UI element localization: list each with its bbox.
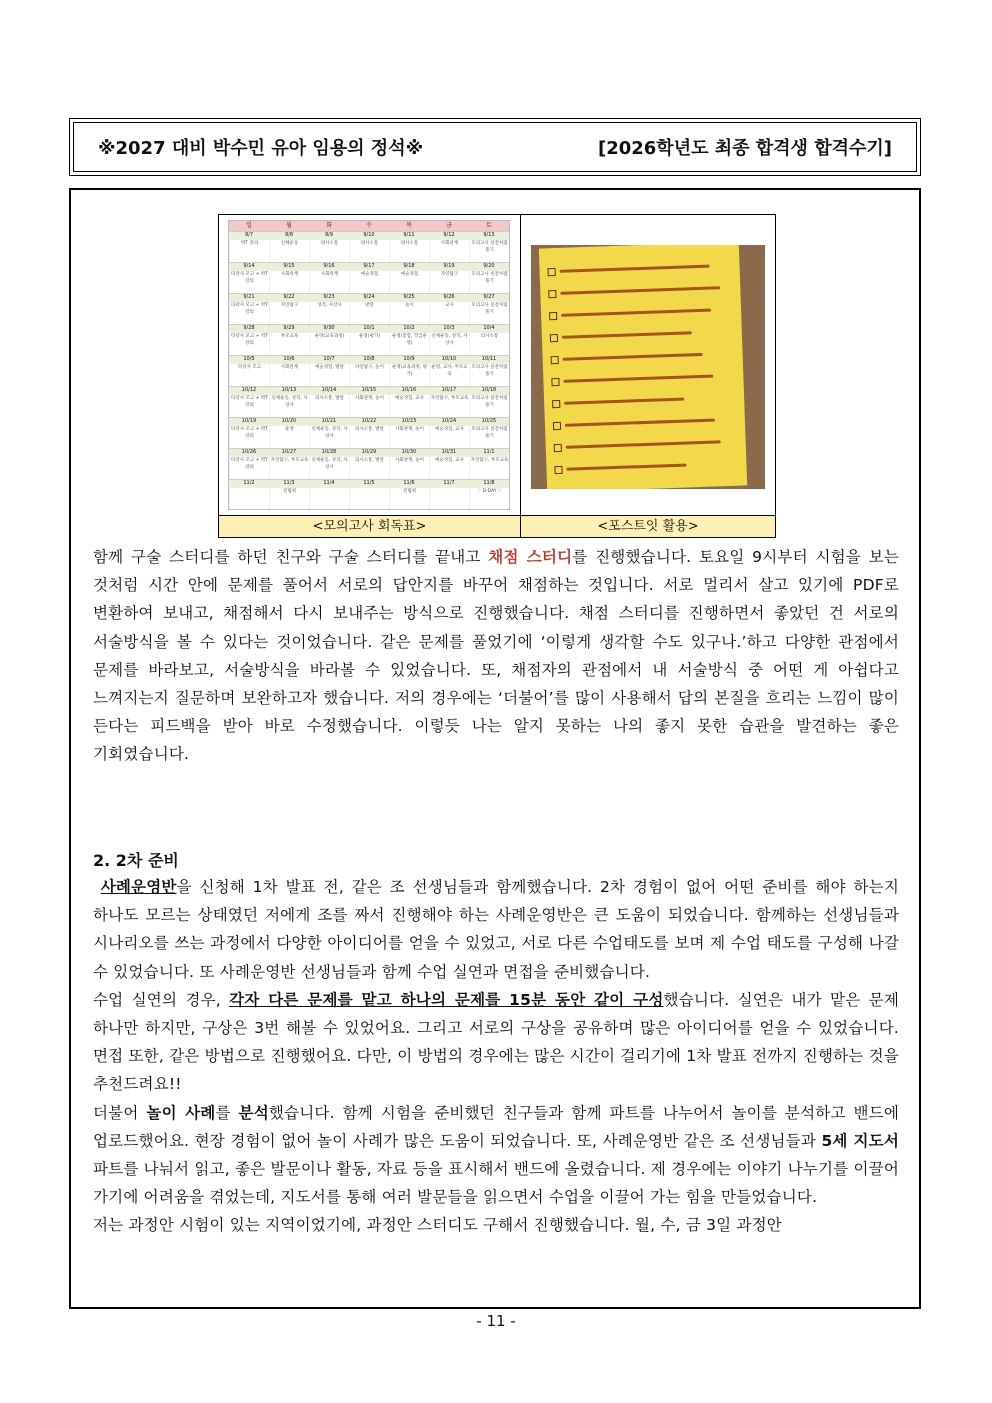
paragraph-case-class [93, 873, 899, 986]
calendar-entry: 사회관계 [269, 363, 309, 386]
calendar-date: 10/7 [309, 355, 349, 363]
calendar-entry: 신체운동, 성격, 사상사 [309, 425, 349, 448]
calendar-date: 10/3 [429, 324, 469, 332]
p2-highlight: 사례운영반 [100, 878, 177, 896]
calendar-date: 9/29 [269, 324, 309, 332]
calendar-date: 9/19 [429, 262, 469, 270]
calendar-entry: 사회관계 [269, 270, 309, 293]
calendar-date: 10/10 [429, 355, 469, 363]
calendar-date: 9/11 [389, 231, 429, 239]
calendar-entry [349, 487, 389, 510]
calendar-date: 9/30 [309, 324, 349, 332]
paragraph-demo [93, 986, 899, 1099]
postit-figure [521, 215, 775, 515]
calendar-entry: 의사소통 [349, 239, 389, 262]
calendar-date: 9/9 [309, 231, 349, 239]
calendar-date: 9/27 [469, 293, 509, 301]
calendar-entry: 사회관계, 놀이 [389, 425, 429, 448]
checkbox-scribble-icon [554, 444, 562, 452]
calendar-entry: 예술경험, 발달 [309, 363, 349, 386]
calendar-entry: 타강사 모고 + 박T 강의 [229, 270, 269, 293]
calendar-date: 11/2 [229, 479, 269, 487]
checkbox-scribble-icon [547, 268, 555, 276]
calendar-date: 9/15 [269, 262, 309, 270]
calendar-entry: 타강사 모고 + 박T 강의 [229, 332, 269, 355]
calendar-entry: 예술경험, 교사 [429, 456, 469, 479]
calendar-entry [309, 487, 349, 510]
calendar-date: 11/7 [429, 479, 469, 487]
handwriting-scribble [564, 398, 684, 405]
p3-text-a: 수업 실연의 경우, [93, 990, 230, 1009]
calendar-entry: 의사소통, 발달 [349, 456, 389, 479]
checkbox-scribble-icon [554, 466, 562, 474]
calendar-date: 10/11 [469, 355, 509, 363]
calendar-entry: 자연탐구, 부모교육 [429, 394, 469, 417]
calendar-date: 9/22 [269, 293, 309, 301]
calendar-date: 9/20 [469, 262, 509, 270]
calendar-date: 10/22 [349, 417, 389, 425]
calendar-date: 10/4 [469, 324, 509, 332]
calendar-entry: 예술경험 [349, 270, 389, 293]
calendar-entry: 의사소통 [469, 332, 509, 355]
calendar-entry: 타강사 모고 + 박T 강의 [229, 456, 269, 479]
calendar-date: 10/12 [229, 386, 269, 394]
calendar-date: 10/8 [349, 355, 389, 363]
calendar-date: 9/23 [309, 293, 349, 301]
calendar-entry: 운영(교육과정, 평가) [389, 363, 429, 386]
calendar-entry: ♡ D-DAY ♡ [469, 487, 509, 510]
calendar-date: 9/25 [389, 293, 429, 301]
figure-table [218, 214, 776, 538]
calendar-entry: 부모교육 [269, 332, 309, 355]
calendar-entry [429, 487, 469, 510]
calendar-date: 11/6 [389, 479, 429, 487]
calendar-entry: 신체운동 [269, 239, 309, 262]
calendar-date: 9/28 [229, 324, 269, 332]
calendar-entry: 교사 [429, 301, 469, 324]
calendar-date: 10/13 [269, 386, 309, 394]
calendar-entry: 사회관계, 놀이 [389, 456, 429, 479]
header-title-right: [2026학년도 최종 합격생 합격수기] [597, 138, 892, 159]
calendar-entry: 운영(교육과정) [309, 332, 349, 355]
calendar-entry: 자연탐구, 부모교육 [269, 456, 309, 479]
calendar-entry: 신체운동, 성격, 사상사 [429, 332, 469, 355]
calendar-entry: 자연탐구, 부모교육 [469, 456, 509, 479]
checkbox-scribble-icon [552, 400, 560, 408]
calendar-entry: 성격, 사상사 [309, 301, 349, 324]
calendar-entry: 신체운동, 성격, 사상사 [309, 456, 349, 479]
calendar-entry: 모의고사 실전처럼 풀기 [469, 425, 509, 448]
calendar-date: 10/9 [389, 355, 429, 363]
p4-text-a: 더불어 [93, 1103, 147, 1122]
p4-highlight-1: 놀이 사례 [146, 1103, 216, 1122]
calendar-date: 10/17 [429, 386, 469, 394]
paragraph-lesson-plan [93, 1211, 899, 1239]
calendar-entry: 의사소통, 발달 [309, 394, 349, 417]
calendar-date: 10/24 [429, 417, 469, 425]
p2-text: 을 신청해 1차 발표 전, 같은 조 선생님들과 함께했습니다. 2차 경험이 없어 어떤 준비를 해야 하는지 하나도 모르는 상태였던 저에게 조를 짜서 진행해야 하는 사례운영반은 큰 도움이 되었습니다. 함께하는 선생님들과 시나리오를 쓰는 과정에서 다양한 아이디어를 얻을 수 있었고, 서로 다른 수업태도를 보며 제 수업 태도를 구성해 나갈 수 있었습니다. 또 사례운영반 선생님들과 함께 수업 실연과 면접을 준비했습니다. [93, 878, 899, 981]
handwriting-scribble [560, 286, 720, 295]
calendar-entry: 타강사 모고 + 박T 강의 [229, 394, 269, 417]
calendar-date: 10/2 [389, 324, 429, 332]
calendar-entry: 놀이 [389, 301, 429, 324]
calendar-image [228, 220, 510, 510]
postit-caption: <포스트잇 활용> [521, 515, 775, 537]
calendar-entry: 자연탐구, 놀이 [349, 363, 389, 386]
calendar-date: 9/16 [309, 262, 349, 270]
calendar-date: 11/3 [269, 479, 309, 487]
calendar-entry: 박T 강의 [229, 239, 269, 262]
paragraph-scoring-study [93, 543, 899, 769]
p1-text-a: 함께 구술 스터디를 하던 친구와 구술 스터디를 끝내고 [93, 548, 489, 566]
calendar-date: 9/7 [229, 231, 269, 239]
calendar-date: 10/15 [349, 386, 389, 394]
calendar-date: 10/6 [269, 355, 309, 363]
handwriting-scribble [565, 419, 715, 427]
calendar-entry: 신체운동, 성격, 사상사 [269, 394, 309, 417]
calendar-date: 10/5 [229, 355, 269, 363]
section-body [93, 873, 899, 1240]
calendar-entry: 모의고사 실전처럼 풀기 [469, 363, 509, 386]
calendar-date: 10/26 [229, 448, 269, 456]
calendar-date: 9/8 [269, 231, 309, 239]
calendar-date: 10/30 [389, 448, 429, 456]
calendar-date: 9/14 [229, 262, 269, 270]
p1-highlight: 채점 스터디 [488, 548, 573, 566]
handwriting-scribble [566, 440, 721, 448]
calendar-grid [229, 221, 509, 510]
calendar-date: 11/8 [469, 479, 509, 487]
calendar-entry: 예술경험, 교사 [429, 425, 469, 448]
calendar-date: 10/1 [349, 324, 389, 332]
calendar-entry [229, 487, 269, 510]
calendar-day-header: 수 [349, 221, 389, 231]
calendar-date: 11/1 [469, 448, 509, 456]
calendar-entry: 모의고사 실전처럼 풀기 [469, 270, 509, 293]
calendar-date: 11/4 [309, 479, 349, 487]
calendar-entry: 타강사 모고 + 박T 강의 [229, 301, 269, 324]
p5-text: 저는 과정안 시험이 있는 지역이었기에, 과정안 스터디도 구해서 진행했습니다. 월, 수, 금 3일 과정안 [93, 1216, 782, 1235]
handwriting-scribble [560, 265, 710, 273]
checkbox-scribble-icon [549, 312, 557, 320]
p3-highlight: 각자 다른 문제를 맡고 하나의 문제를 15분 동안 같이 구성 [229, 990, 664, 1009]
calendar-entry: 사회관계, 놀이 [349, 394, 389, 417]
calendar-figure [219, 215, 521, 515]
calendar-date: 10/16 [389, 386, 429, 394]
handwriting-scribble [563, 353, 703, 361]
calendar-entry: 의사소통 [389, 239, 429, 262]
paragraph-play-analysis [93, 1099, 899, 1212]
header-title-left: ※2027 대비 박수민 유아 임용의 정석※ [98, 138, 424, 159]
calendar-day-header: 일 [229, 221, 269, 231]
calendar-entry: 발달 [349, 301, 389, 324]
checkbox-scribble-icon [551, 378, 559, 386]
calendar-day-header: 월 [269, 221, 309, 231]
calendar-entry: 전범위 [269, 487, 309, 510]
p4-text-mid: 를 [215, 1103, 239, 1122]
handwriting-scribble [561, 309, 711, 317]
calendar-entry: 의사소통 [309, 239, 349, 262]
checkbox-scribble-icon [553, 422, 561, 430]
calendar-date: 10/28 [309, 448, 349, 456]
calendar-day-header: 화 [309, 221, 349, 231]
calendar-entry: 의사소통, 발달 [349, 425, 389, 448]
calendar-date: 10/31 [429, 448, 469, 456]
calendar-date: 10/19 [229, 417, 269, 425]
calendar-entry: 예술경험, 교사 [389, 394, 429, 417]
calendar-entry: 사회관계 [429, 239, 469, 262]
calendar-date: 10/29 [349, 448, 389, 456]
calendar-entry: 타강사 모고 [229, 363, 269, 386]
p4-highlight-2: 분석 [238, 1103, 269, 1122]
calendar-date: 10/25 [469, 417, 509, 425]
calendar-date: 9/18 [389, 262, 429, 270]
calendar-day-header: 금 [429, 221, 469, 231]
calendar-date: 9/24 [349, 293, 389, 301]
calendar-date: 11/5 [349, 479, 389, 487]
header-inner [73, 122, 917, 172]
handwriting-scribble [563, 375, 713, 383]
p4-text-c: 파트를 나눠서 읽고, 좋은 발문이나 활동, 자료 등을 표시해서 밴드에 올렸습니다. 제 경우에는 이야기 나누기를 이끌어 가기에 어려움을 겪었는데, 지도서를 통해 여러 발문들을 읽으면서 수업을 이끌어 가는 힘을 만들었습니다. [93, 1160, 899, 1207]
calendar-entry: 모의고사 실전처럼 풀기 [469, 394, 509, 417]
calendar-entry: 운영 [269, 425, 309, 448]
calendar-entry: 전범위 [389, 487, 429, 510]
checkbox-scribble-icon [551, 356, 559, 364]
calendar-date: 10/27 [269, 448, 309, 456]
postit-image [531, 245, 765, 489]
calendar-entry: 사회관계 [309, 270, 349, 293]
calendar-date: 9/13 [469, 231, 509, 239]
p1-text-b: 를 진행했습니다. 토요일 9시부터 시험을 보는 것처럼 시간 안에 문제를 풀어서 서로의 답안지를 바꾸어 채점하는 것입니다. 서로 멀리서 살고 있기에 PDF로 변환하여 보내고, 채점해서 다시 보내주는 방식으로 진행했습니다. 채점 스터디를 진행하면서 좋았던 건 서로의 서술방식을 볼 수 있다는 것이었습니다. 같은 문제를 풀었기에 ‘이렇게 생각할 수도 있구나.’하고 다양한 관점에서 문제를 바라보고, 서술방식을 바라볼 수 있었습니다. 또, 채점자의 관점에서 내 서술방식 중 어떤 게 아쉽다고 느껴지는지 질문하며 보완하고자 했습니다. 저의 경우에는 ‘더불어’를 많이 사용해서 답의 본질을 흐리는 느낌이 많이 든다는 피드백을 받아 바로 수정했습니다. 이렇듯 나는 알지 못하는 나의 좋지 못한 습관을 발견하는 좋은 기회였습니다. [93, 548, 899, 764]
calendar-entry: 자연탐구 [429, 270, 469, 293]
calendar-entry: 자연탐구 [269, 301, 309, 324]
calendar-entry: 모의고사 실전처럼 풀기 [469, 301, 509, 324]
calendar-entry: 타강사 모고 + 박T 강의 [229, 425, 269, 448]
calendar-date: 9/21 [229, 293, 269, 301]
p4-highlight-3: 5세 지도서 [821, 1131, 899, 1150]
calendar-date: 10/23 [389, 417, 429, 425]
calendar-caption: <모의고사 회독표> [219, 515, 521, 537]
calendar-entry: 운영, 교사, 부모교육 [429, 363, 469, 386]
calendar-entry: 예술경험 [389, 270, 429, 293]
calendar-entry: 운영(평가) [349, 332, 389, 355]
document-header [69, 118, 921, 176]
p4-text-b: 했습니다. 함께 시험을 준비했던 친구들과 함께 파트를 나누어서 놀이를 분석하고 밴드에 업로드했어요. 현장 경험이 없어 놀이 사례가 많은 도움이 되었습니다. 또, 사례운영반 같은 조 선생님들과 [93, 1103, 899, 1150]
calendar-date: 9/17 [349, 262, 389, 270]
calendar-date: 10/14 [309, 386, 349, 394]
handwriting-scribble [566, 464, 686, 471]
calendar-date: 9/26 [429, 293, 469, 301]
calendar-day-header: 목 [389, 221, 429, 231]
postit-note [539, 245, 747, 489]
calendar-entry: 모의고사 실전처럼 풀기 [469, 239, 509, 262]
calendar-entry: 운영(통합, 학급운영) [389, 332, 429, 355]
handwriting-scribble [562, 331, 692, 339]
calendar-date: 10/18 [469, 386, 509, 394]
section-title: 2. 2차 준비 [93, 851, 179, 870]
calendar-date: 9/10 [349, 231, 389, 239]
checkbox-scribble-icon [548, 290, 556, 298]
calendar-date: 10/21 [309, 417, 349, 425]
calendar-date: 10/20 [269, 417, 309, 425]
page-number: - 11 - [476, 1312, 516, 1330]
calendar-date: 9/12 [429, 231, 469, 239]
calendar-day-header: 토 [469, 221, 509, 231]
checkbox-scribble-icon [550, 334, 558, 342]
p3-text-b: 했습니다. 실연은 내가 맡은 문제 하나만 하지만, 구상은 3번 해볼 수 있었어요. 그리고 서로의 구상을 공유하며 많은 아이디어를 얻을 수 있었습니다. 면접 또한, 같은 방법으로 진행했어요. 다만, 이 방법의 경우에는 많은 시간이 걸리기에 1차 발표 전까지 진행하는 것을 추천드려요!! [93, 990, 899, 1094]
